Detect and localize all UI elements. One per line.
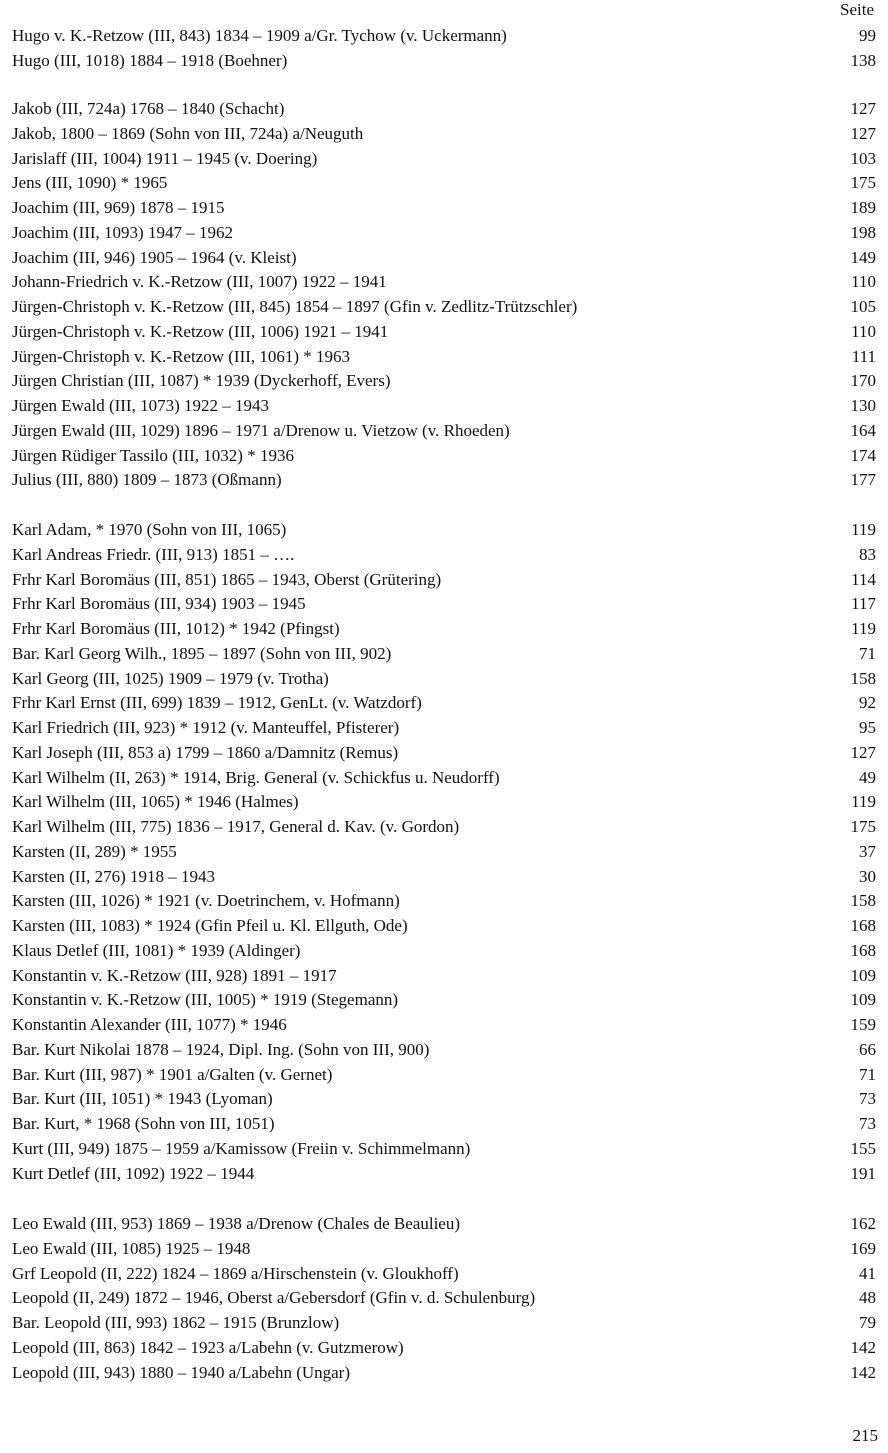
entry-page-number: 41 [859,1263,876,1283]
index-entry [12,221,876,246]
entry-page-number: 92 [859,693,876,713]
index-entry [12,295,876,320]
entry-name: Bar. Kurt, * 1968 (Sohn von III, 1051) [12,1114,275,1133]
index-entry [12,964,876,989]
entry-page-number: 198 [850,222,876,242]
entry-page-number: 142 [850,1337,876,1357]
entry-name: Karl Adam, * 1970 (Sohn von III, 1065) [12,520,287,539]
entry-name: Frhr Karl Boromäus (III, 934) 1903 – 1945 [12,594,306,614]
index-entry [12,122,876,147]
index-entry [12,642,876,667]
entry-name: Karl Georg (III, 1025) 1909 – 1979 (v. Trotha) [12,668,329,688]
entry-page-number: 99 [859,26,876,45]
index-entry [12,914,876,939]
entry-page-number: 105 [850,297,876,316]
entry-name: Jakob (III, 724a) 1768 – 1840 (Schacht) [12,99,285,118]
entry-name: Karl Wilhelm (II, 263) * 1914, Brig. General (v. Schickfus u. Neudorff) [12,767,500,787]
index-entry [12,716,876,741]
entry-page-number: 169 [850,1238,876,1258]
entry-name: Jürgen Rüdiger Tassilo (III, 1032) * 1936 [12,445,294,465]
entry-page-number: 158 [850,891,876,911]
index-entry [12,889,876,914]
entry-name: Bar. Kurt (III, 1051) * 1943 (Lyoman) [12,1089,273,1109]
index-entry [12,741,876,766]
entry-name: Hugo v. K.-Retzow (III, 843) 1834 – 1909 a/Gr. Tychow (v. Uckermann) [12,26,507,45]
entry-page-number: 164 [850,420,876,440]
index-entry [12,790,876,815]
entry-name: Johann-Friedrich v. K.-Retzow (III, 1007) 1922 – 1941 [12,272,387,292]
entry-page-number: 103 [850,148,876,168]
index-entry [12,1262,876,1287]
entry-page-number: 127 [850,99,876,118]
index-entry [12,468,876,493]
entry-page-number: 49 [859,767,876,787]
entry-name: Jürgen-Christoph v. K.-Retzow (III, 845) 1854 – 1897 (Gfin v. Zedlitz-Trützschler) [12,297,578,316]
entry-name: Leopold (III, 863) 1842 – 1923 a/Labehn (v. Gutzmerow) [12,1337,404,1357]
entry-name: Leopold (III, 943) 1880 – 1940 a/Labehn (Ungar) [12,1362,351,1382]
index-entry [12,1336,876,1361]
entry-page-number: 119 [851,619,876,638]
entry-page-number: 159 [850,1015,876,1034]
entry-name: Joachim (III, 969) 1878 – 1915 [12,198,225,217]
index-group-h [12,24,876,74]
index-entry [12,617,876,642]
entry-name: Hugo (III, 1018) 1884 – 1918 (Boehner) [12,50,288,70]
index-entry [12,592,876,617]
entry-page-number: 110 [851,272,876,292]
entry-page-number: 48 [859,1288,876,1308]
entry-name: Leopold (II, 249) 1872 – 1946, Oberst a/Gebersdorf (Gfin v. d. Schulenburg) [12,1288,536,1308]
entry-name: Jürgen-Christoph v. K.-Retzow (III, 1006) 1921 – 1941 [12,321,389,341]
entry-name: Jürgen-Christoph v. K.-Retzow (III, 1061) * 1963 [12,346,351,366]
entry-name: Karsten (II, 289) * 1955 [12,841,177,861]
index-entry [12,1311,876,1336]
index-entry [12,568,876,593]
index-entry [12,444,876,469]
index-entry [12,1286,876,1311]
entry-page-number: 168 [850,940,876,960]
entry-name: Jürgen Christian (III, 1087) * 1939 (Dyckerhoff, Evers) [12,371,391,391]
index-entry [12,97,876,122]
index-entry [12,1112,876,1137]
entry-page-number: 175 [850,173,876,193]
index-entry [12,988,876,1013]
entry-page-number: 138 [850,50,876,70]
index-entry [12,24,876,49]
entry-page-number: 149 [850,247,876,267]
entry-name: Kurt (III, 949) 1875 – 1959 a/Kamissow (Freiin v. Schimmelmann) [12,1138,471,1158]
entry-page-number: 175 [850,817,876,836]
index-entry [12,1013,876,1038]
entry-name: Karl Friedrich (III, 923) * 1912 (v. Manteuffel, Pfisterer) [12,718,400,737]
entry-page-number: 109 [850,965,876,985]
entry-name: Jarislaff (III, 1004) 1911 – 1945 (v. Doering) [12,148,318,168]
entry-name: Frhr Karl Boromäus (III, 851) 1865 – 1943, Oberst (Grütering) [12,569,442,589]
entry-name: Leo Ewald (III, 1085) 1925 – 1948 [12,1238,251,1258]
entry-page-number: 189 [850,198,876,217]
index-entry [12,939,876,964]
entry-name: Frhr Karl Ernst (III, 699) 1839 – 1912, GenLt. (v. Watzdorf) [12,693,422,713]
entry-name: Bar. Kurt (III, 987) * 1901 a/Galten (v. Gernet) [12,1064,333,1084]
entry-page-number: 142 [850,1362,876,1382]
index-entry [12,1063,876,1088]
entry-page-number: 110 [851,321,876,341]
entry-name: Karl Joseph (III, 853 a) 1799 – 1860 a/Damnitz (Remus) [12,742,399,762]
entry-name: Karsten (III, 1083) * 1924 (Gfin Pfeil u. Kl. Ellguth, Ode) [12,916,408,935]
entry-page-number: 114 [851,569,876,589]
entry-page-number: 71 [859,1064,876,1084]
index-entry [12,419,876,444]
page-number: 215 [852,1426,878,1445]
entry-page-number: 73 [859,1114,876,1133]
entry-page-number: 117 [851,594,876,614]
entry-name: Karl Andreas Friedr. (III, 913) 1851 – …. [12,544,295,564]
entry-name: Kurt Detlef (III, 1092) 1922 – 1944 [12,1163,255,1183]
index-entry [12,147,876,172]
index-entry [12,766,876,791]
entry-page-number: 66 [859,1039,876,1059]
index-entry [12,320,876,345]
entry-name: Frhr Karl Boromäus (III, 1012) * 1942 (Pfingst) [12,619,340,638]
entry-name: Bar. Karl Georg Wilh., 1895 – 1897 (Sohn von III, 902) [12,643,392,663]
entry-page-number: 37 [859,841,876,861]
index-entry [12,246,876,271]
index-entry [12,1361,876,1386]
index-entry [12,691,876,716]
entry-page-number: 174 [850,445,876,465]
entry-page-number: 130 [850,396,876,415]
entry-page-number: 111 [851,346,876,366]
index-entry [12,270,876,295]
index-entry [12,1087,876,1112]
entry-page-number: 119 [851,792,876,812]
entry-page-number: 177 [850,470,876,490]
entry-page-number: 191 [850,1163,876,1183]
entry-page-number: 109 [850,990,876,1010]
entry-name: Julius (III, 880) 1809 – 1873 (Oßmann) [12,470,282,490]
entry-page-number: 119 [851,520,876,539]
index-entry [12,865,876,890]
entry-name: Leo Ewald (III, 953) 1869 – 1938 a/Drenow (Chales de Beaulieu) [12,1214,461,1233]
entry-name: Jens (III, 1090) * 1965 [12,173,168,193]
entry-name: Konstantin Alexander (III, 1077) * 1946 [12,1015,287,1034]
entry-name: Jakob, 1800 – 1869 (Sohn von III, 724a) a/Neuguth [12,123,364,143]
entry-page-number: 127 [850,742,876,762]
entry-name: Konstantin v. K.-Retzow (III, 928) 1891 – 1917 [12,965,337,985]
entry-page-number: 30 [859,866,876,886]
entry-name: Karsten (III, 1026) * 1921 (v. Doetrinchem, v. Hofmann) [12,891,400,911]
entry-name: Konstantin v. K.-Retzow (III, 1005) * 1919 (Stegemann) [12,990,399,1010]
index-entry [12,1038,876,1063]
index-entry [12,543,876,568]
entry-page-number: 127 [850,123,876,143]
index-entry [12,369,876,394]
index-entry [12,1212,876,1237]
entry-page-number: 170 [850,371,876,391]
entry-name: Jürgen Ewald (III, 1073) 1922 – 1943 [12,396,270,415]
entry-page-number: 168 [850,916,876,935]
index-entry [12,196,876,221]
index-entry [12,49,876,74]
index-group-j [12,97,876,493]
entry-page-number: 79 [859,1313,876,1332]
entry-page-number: 158 [850,668,876,688]
entry-page-number: 155 [850,1138,876,1158]
entry-page-number: 95 [859,718,876,737]
entry-name: Klaus Detlef (III, 1081) * 1939 (Aldinger) [12,940,301,960]
index-entry [12,1162,876,1187]
index-entry [12,840,876,865]
page-column-header: Seite [840,0,874,19]
entry-name: Karsten (II, 276) 1918 – 1943 [12,866,216,886]
entry-page-number: 73 [859,1089,876,1109]
entry-name: Karl Wilhelm (III, 775) 1836 – 1917, General d. Kav. (v. Gordon) [12,817,460,836]
entry-name: Joachim (III, 946) 1905 – 1964 (v. Kleist) [12,247,297,267]
index-entry [12,394,876,419]
entry-name: Karl Wilhelm (III, 1065) * 1946 (Halmes) [12,792,299,812]
entry-name: Joachim (III, 1093) 1947 – 1962 [12,222,233,242]
index-entry [12,1237,876,1262]
entry-name: Bar. Leopold (III, 993) 1862 – 1915 (Brunzlow) [12,1313,340,1332]
index-entry [12,815,876,840]
index-entry [12,171,876,196]
index-group-k [12,518,876,1186]
entry-name: Jürgen Ewald (III, 1029) 1896 – 1971 a/Drenow u. Vietzow (v. Rhoeden) [12,420,510,440]
index-group-l [12,1212,876,1385]
entry-page-number: 71 [859,643,876,663]
index-entry [12,518,876,543]
entry-name: Grf Leopold (II, 222) 1824 – 1869 a/Hirschenstein (v. Gloukhoff) [12,1263,459,1283]
entry-name: Bar. Kurt Nikolai 1878 – 1924, Dipl. Ing. (Sohn von III, 900) [12,1039,430,1059]
index-entry [12,667,876,692]
index-entry [12,1137,876,1162]
entry-page-number: 162 [850,1214,876,1233]
entry-page-number: 83 [859,544,876,564]
index-entry [12,345,876,370]
